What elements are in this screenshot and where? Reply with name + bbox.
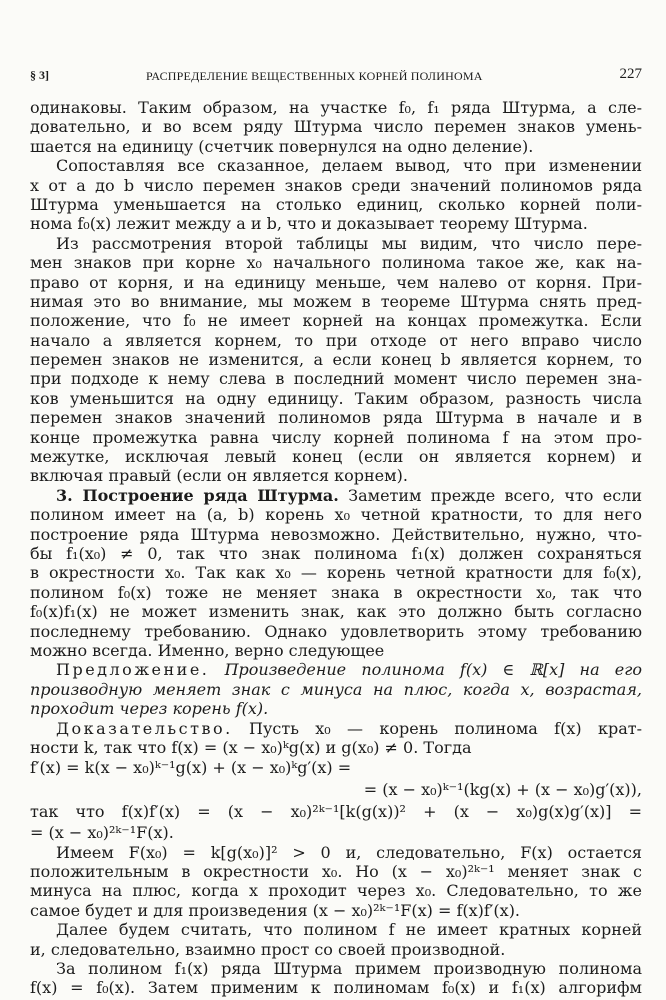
text-line: перемен знаков не изменится, а если конец b является корнем, то [30,350,642,370]
page-body [30,98,642,998]
formula-line: = (x − x₀)²ᵏ⁻¹F(x). [30,823,174,843]
text-line: одинаковы. Таким образом, на участке f₀, f₁ ряда Штурма, а сле- [30,98,642,117]
section-marker: § 3] [30,68,49,82]
text-line: последнему требованию. Однако удовлетворить этому требованию [30,621,642,641]
text-line: нимая это во внимание, мы можем в теореме Штурма снять пред- [30,291,642,311]
text-line: перемен знаков значений полиномов ряда Штурма в начале и в [30,408,642,428]
text-line: самое будет и для произведения (x − x₀)²ᵏ⁻¹F(x) = f(x)f′(x). [30,900,521,920]
formula-line: f′(x) = k(x − x₀)ᵏ⁻¹g(x) + (x − x₀)ᵏg′(x) = [30,758,352,778]
text-line: f(x) = f₀(x). Затем применим к полиномам f₀(x) и f₁(x) алгорифм [30,978,642,998]
text-line: положительным в окрестности x₀. Но (x − x₀)²ᵏ⁻¹ меняет знак с [30,862,642,882]
text-line: при подходе к нему слева в последний момент число перемен зна- [30,369,642,389]
text-line: За полином f₁(x) ряда Штурма примем производную полинома [56,959,642,979]
text-line: включая правый (если он является корнем). [30,466,408,486]
running-header [30,68,642,88]
text-line: Сопоставляя все сказанное, делаем вывод, что при изменении [56,156,642,176]
text-line: полином имеет на (a, b) корень x₀ четной кратности, то для него [30,505,642,525]
proof-line [30,719,642,738]
text-line: нома f₀(x) лежит между a и b, что и доказывает теорему Штурма. [30,214,588,234]
text-line: мен знаков при корне x₀ начального полинома такое же, как на- [30,253,642,273]
proposition-line: производную меняет знак с минуса на плюс, когда x, возрастая, [30,679,642,699]
proposition-line: проходит через корень f(x). [30,699,269,719]
proof-label: Доказательство. [56,718,233,738]
text-line: x от a до b число перемен знаков среди значений полиномов ряда [30,175,642,195]
text-line: право от корня, и на единицу меньше, чем налево от корня. При- [30,272,642,292]
text-line: бы f₁(x₀) ≠ 0, так что знак полинома f₁(x) должен сохраняться [30,543,642,563]
text-line: начало a является корнем, то при отходе от него вправо число [30,330,642,350]
formula-line: так что f(x)f′(x) = (x − x₀)²ᵏ⁻¹[k(g(x))² + (x − x₀)g(x)g′(x)] = [30,802,642,822]
text-line: и, следовательно, взаимно прост со своей производной. [30,939,506,959]
text-line: довательно, и во всем ряду Штурма число перемен знаков умень- [30,117,642,137]
text-line: ков уменьшится на одну единицу. Таким образом, разность числа [30,388,642,408]
text-line: межутке, исключая левый конец (если он является корнем) и [30,447,642,467]
subsection-heading: 3. Построение ряда Штурма. [56,485,339,505]
text-line: минуса на плюс, когда x проходит через x₀. Следовательно, то же [30,881,642,901]
formula-line: = (x − x₀)ᵏ⁻¹(kg(x) + (x − x₀)g′(x)), [363,780,642,800]
running-title: РАСПРЕДЕЛЕНИЕ ВЕЩЕСТВЕННЫХ КОРНЕЙ ПОЛИНОМА [146,69,483,83]
text-line: Имеем F(x₀) = k[g(x₀)]² > 0 и, следовательно, F(x) остается [56,842,642,862]
text-line: ности k, так что f(x) = (x − x₀)ᵏg(x) и g(x₀) ≠ 0. Тогда [30,737,472,757]
text-line: конце промежутка равна числу корней полинома f на этом про- [30,427,642,447]
text-line: построение ряда Штурма невозможно. Действительно, нужно, что- [30,524,642,544]
text-line: можно всегда. Именно, верно следующее [30,640,385,660]
text-run: Заметим прежде всего, что если [338,485,642,505]
text-line: Далее будем считать, что полином f не имеет кратных корней [56,920,642,940]
text-line: положение, что f₀ не имеет корней на концах промежутка. Если [30,311,642,331]
proposition-label: Предложение. [56,660,210,680]
text-line: Штурма уменьшается на столько единиц, сколько корней поли- [30,194,642,214]
proposition-text: Произведение полинома f(x) ∈ ℝ[x] на его [209,660,642,680]
page-number: 227 [619,66,642,82]
subsection-heading-line [30,486,642,505]
text-run: Пусть x₀ — корень полинома f(x) крат- [232,718,642,738]
text-line: полином f₀(x) тоже не меняет знака в окрестности x₀, так что [30,582,642,602]
text-line: шается на единицу (счетчик повернулся на одно деление). [30,136,534,156]
text-line: f₀(x)f₁(x) не может изменить знак, как это должно быть согласно [30,602,642,622]
text-line: в окрестности x₀. Так как x₀ — корень четной кратности для f₀(x), [30,563,642,583]
text-line: Из рассмотрения второй таблицы мы видим, что число пере- [56,233,642,253]
proposition-line [30,660,642,679]
